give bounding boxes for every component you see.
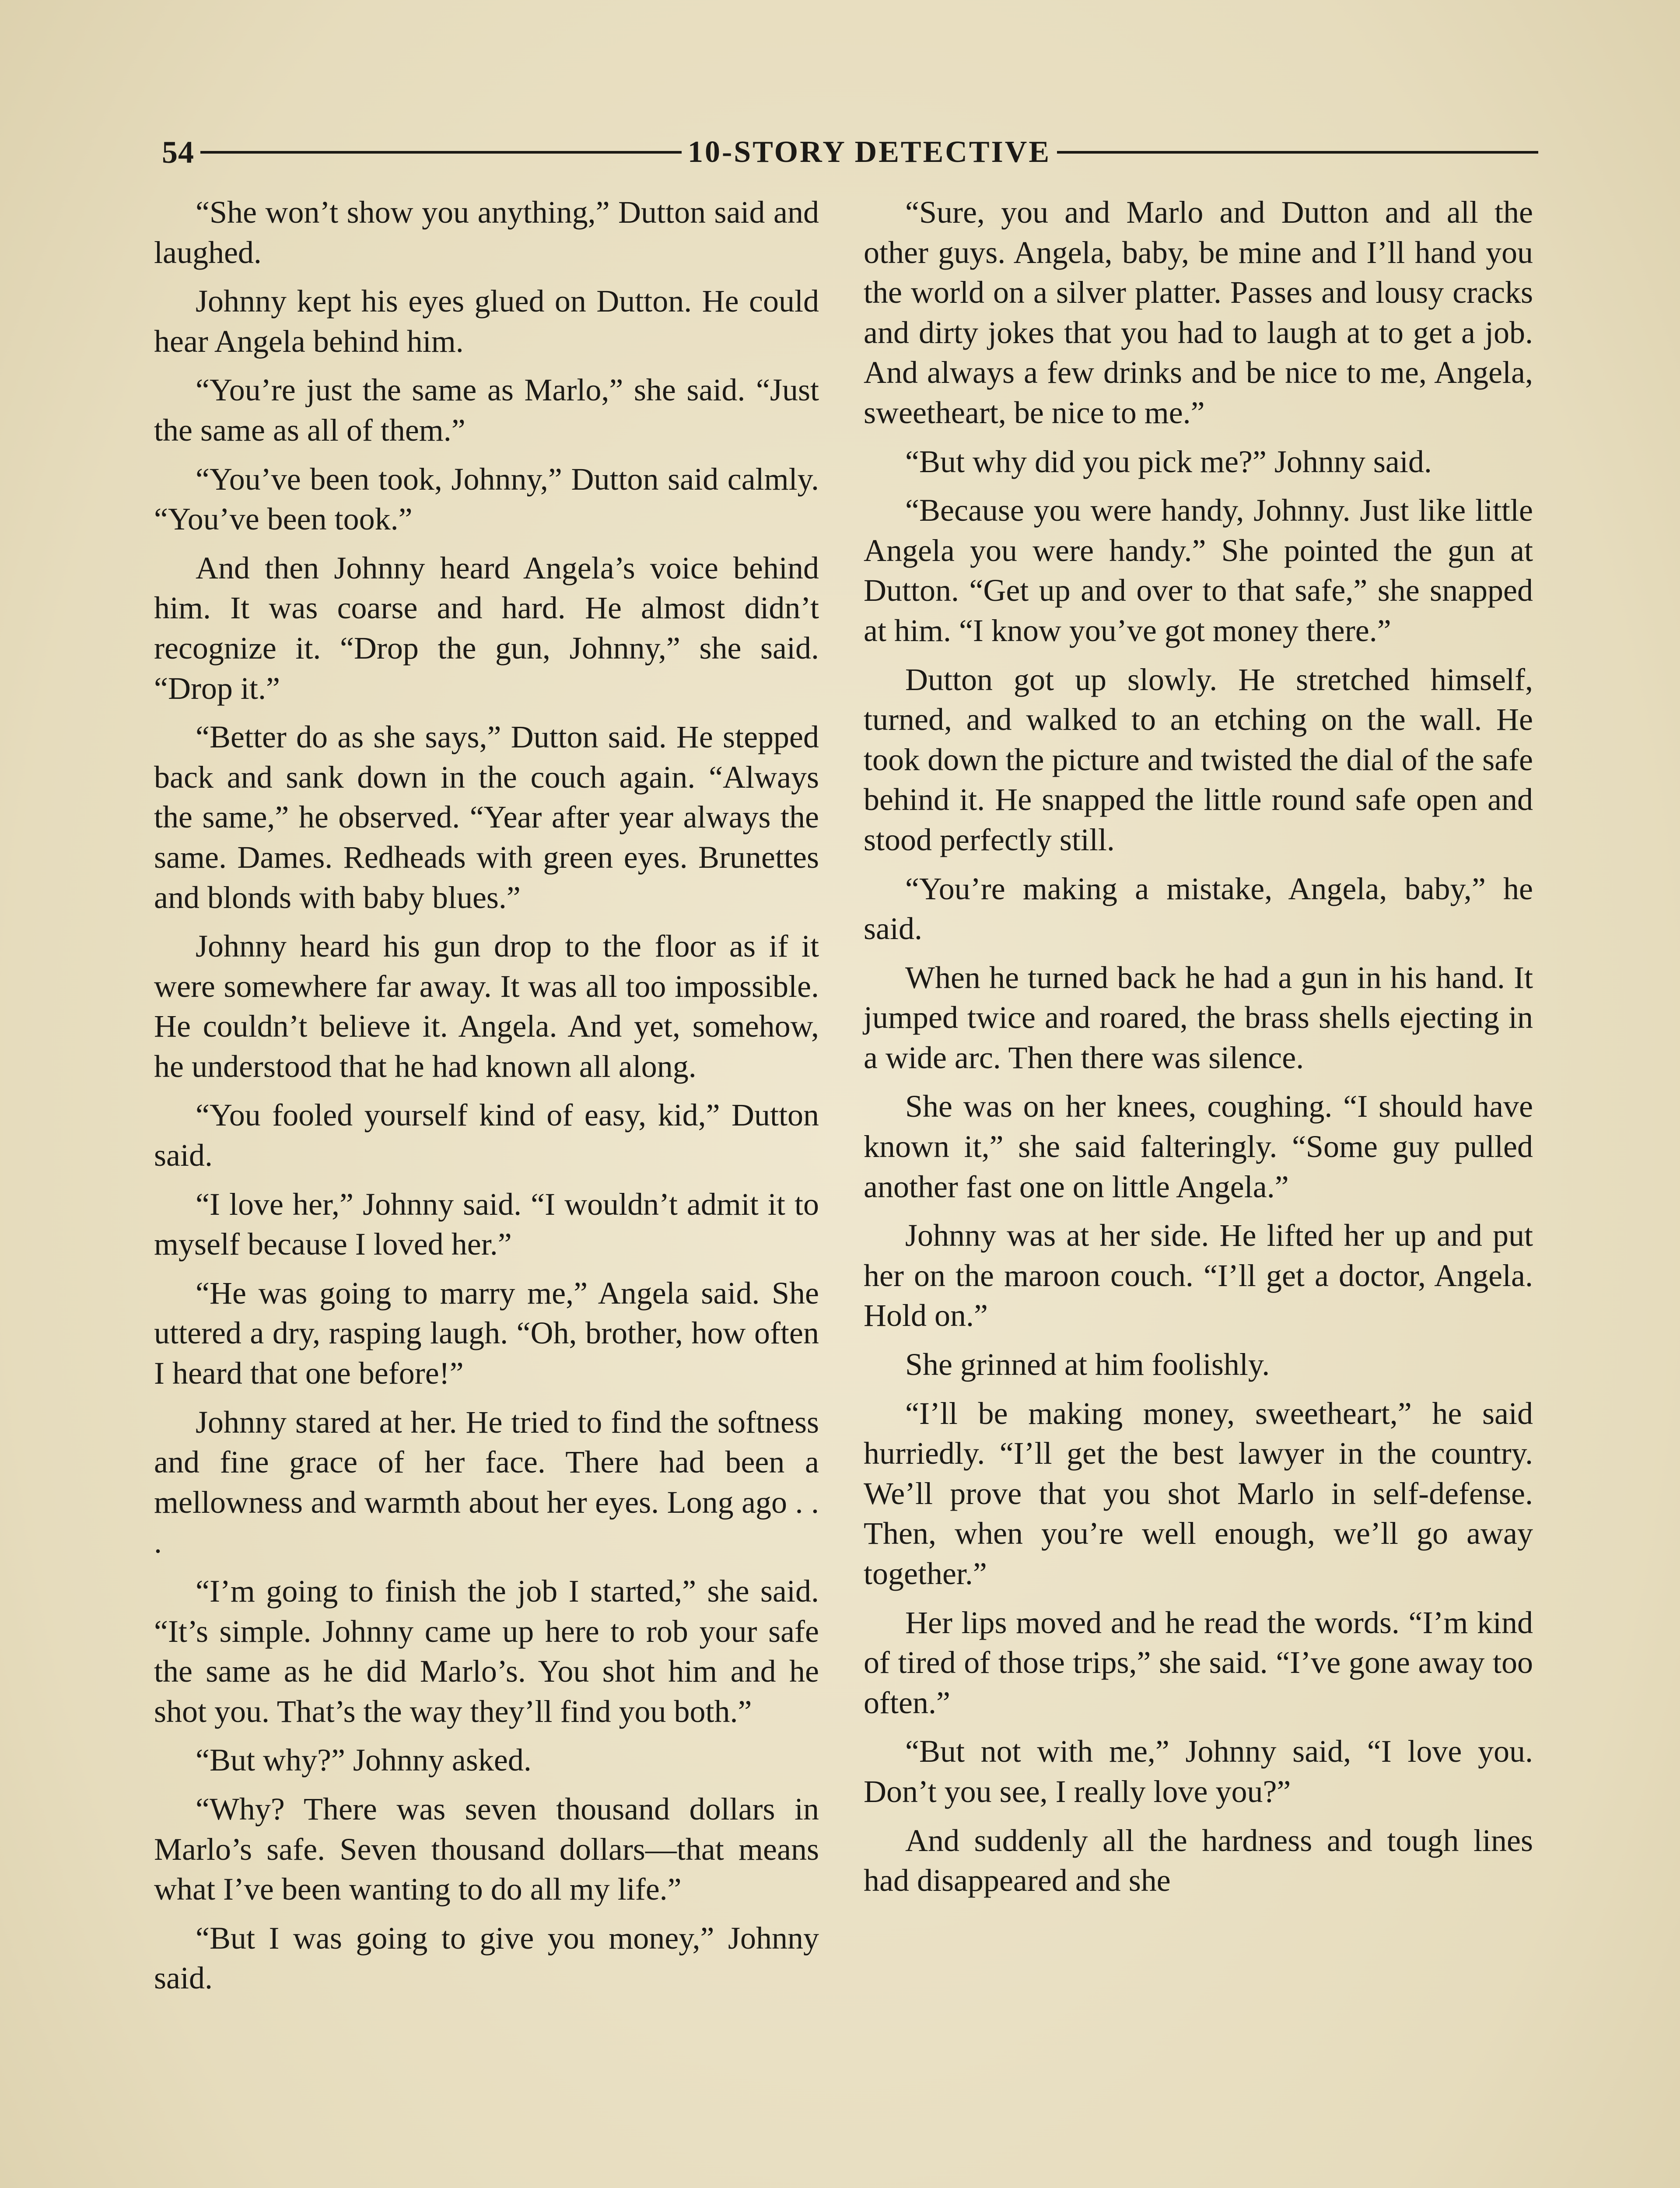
magazine-title: 10-STORY DETECTIVE (688, 135, 1051, 169)
paragraph: “He was going to marry me,” Angela said. She uttered a dry, rasping laugh. “Oh, brother, how often I heard that one before!” (154, 1275, 819, 1391)
header-rule-right (1057, 151, 1538, 154)
paragraph: “But why did you pick me?” Johnny said. (905, 444, 1432, 479)
left-column (154, 193, 819, 2188)
paragraph: “Better do as she says,” Dutton said. He stepped back and sank down in the couch again. “Always the same,” he observed. “Year after year always the same. Dames. Redheads with green eyes. Brunettes and blonds with baby blues.” (154, 719, 819, 915)
paragraph: “Because you were handy, Johnny. Just like little Angela you were handy.” She pointed the gun at Dutton. “Get up and over to that safe,” she snapped at him. “I know you’ve got money there.” (864, 493, 1533, 648)
paragraph: Dutton got up slowly. He stretched himself, turned, and walked to an etching on the wall. He took down the picture and twisted the dial of the safe behind it. He snapped the little round safe open and stood perfectly still. (864, 662, 1533, 857)
paragraph: “But why?” Johnny asked. (196, 1743, 532, 1778)
paragraph: “I love her,” Johnny said. “I wouldn’t admit it to myself because I loved her.” (154, 1186, 819, 1262)
paragraph: And suddenly all the hardness and tough lines had disappeared and she (864, 1823, 1533, 1898)
paragraph: “But not with me,” Johnny said, “I love you. Don’t you see, I really love you?” (864, 1734, 1533, 1809)
paragraph: She was on her knees, coughing. “I should have known it,” she said falteringly. “Some guy pulled another fast one on little Angela.” (864, 1089, 1533, 1204)
page-header (162, 130, 1544, 174)
paragraph: She grinned at him foolishly. (905, 1347, 1270, 1382)
paragraph: When he turned back he had a gun in his hand. It jumped twice and roared, the brass shells ejecting in a wide arc. Then there was silence. (864, 960, 1533, 1075)
paragraph: “But I was going to give you money,” Johnny said. (154, 1920, 819, 1996)
header-rule-left (200, 151, 682, 154)
paragraph: “I’m going to finish the job I started,” she said. “It’s simple. Johnny came up here to rob your safe the same as he did Marlo’s. You shot him and he shot you. That’s the way they’ll find you both.” (154, 1574, 819, 1729)
paragraph: Johnny heard his gun drop to the floor as if it were somewhere far away. It was all too impossible. He couldn’t believe it. Angela. And yet, somehow, he understood that he had known all along. (154, 929, 819, 1084)
paragraph: “You’re making a mistake, Angela, baby,” he said. (864, 871, 1533, 947)
paragraph: Johnny stared at her. He tried to find the softness and fine grace of her face. There had been a mellowness and warmth about her eyes. Long ago . . . (154, 1404, 819, 1560)
paragraph: And then Johnny heard Angela’s voice behind him. It was coarse and hard. He almost didn’t recognize it. “Drop the gun, Johnny,” she said. “Drop it.” (154, 550, 819, 706)
paragraph: “Sure, you and Marlo and Dutton and all the other guys. Angela, baby, be mine and I’ll hand you the world on a silver platter. Passes and lousy cracks and dirty jokes that you had to laugh at to get a job. And always a few drinks and be nice to me, Angela, sweetheart, be nice to me.” (864, 195, 1533, 430)
paragraph: “She won’t show you anything,” Dutton said and laughed. (154, 195, 819, 270)
paragraph: “You’re just the same as Marlo,” she said. “Just the same as all of them.” (154, 372, 819, 448)
paragraph: “I’ll be making money, sweetheart,” he said hurriedly. “I’ll get the best lawyer in the country. We’ll prove that you shot Marlo in self-defense. Then, when you’re well enough, we’ll go away together.” (864, 1396, 1533, 1591)
page-number: 54 (162, 134, 194, 170)
paragraph: Johnny was at her side. He lifted her up and put her on the maroon couch. “I’ll get a doctor, Angela. Hold on.” (864, 1218, 1533, 1333)
paragraph: “You’ve been took, Johnny,” Dutton said calmly. “You’ve been took.” (154, 461, 819, 537)
right-column (864, 193, 1533, 2188)
paragraph: “Why? There was seven thousand dollars in Marlo’s safe. Seven thousand dollars—that means what I’ve been wanting to do all my life.” (154, 1791, 819, 1907)
paragraph: Her lips moved and he read the words. “I’m kind of tired of those trips,” she said. “I’ve gone away too often.” (864, 1605, 1533, 1720)
paragraph: Johnny kept his eyes glued on Dutton. He could hear Angela behind him. (154, 284, 819, 359)
paragraph: “You fooled yourself kind of easy, kid,” Dutton said. (154, 1098, 819, 1173)
